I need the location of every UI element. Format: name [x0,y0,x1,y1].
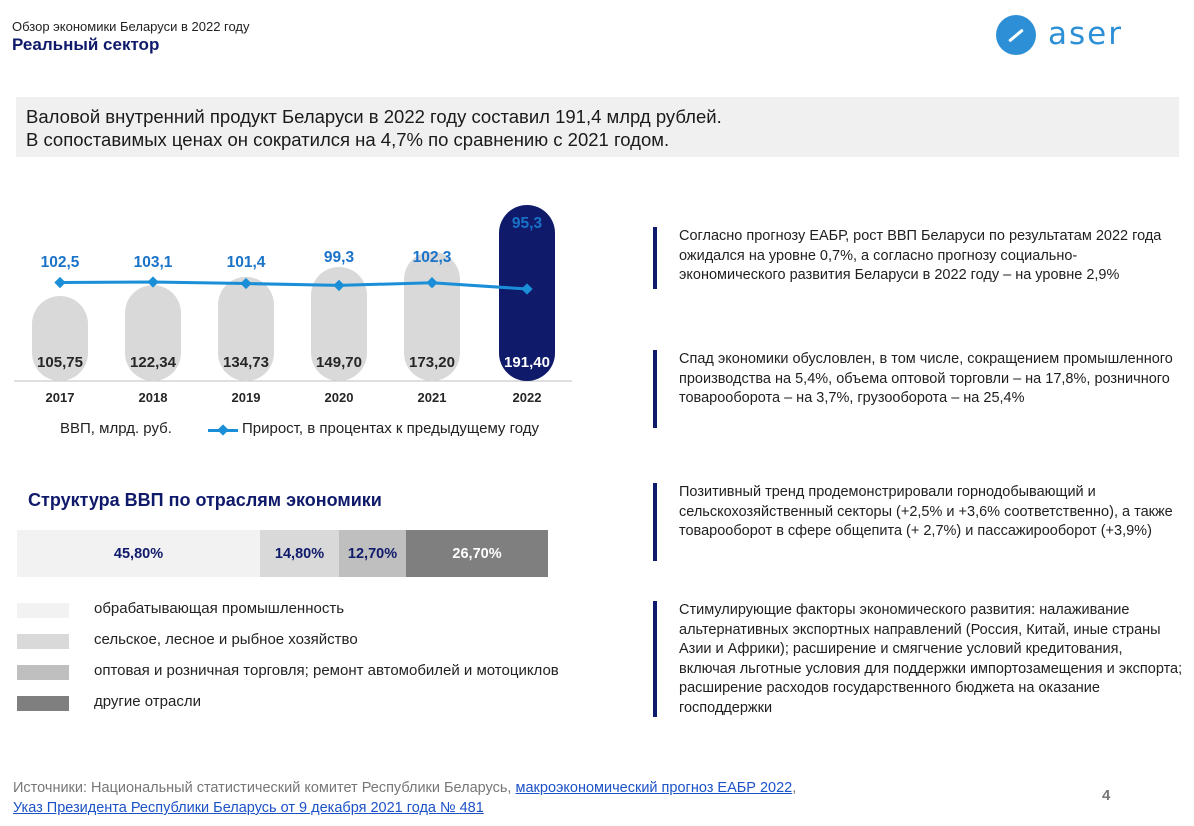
sector-legend-label: оптовая и розничная торговля; ремонт автомобилей и мотоциклов [94,662,559,679]
note-accent-bar [653,350,657,428]
aser-logo [996,14,1136,60]
structure-segment: 12,70% [339,530,406,577]
header-subtitle: Обзор экономики Беларуси в 2022 году [12,19,250,34]
note-text: Стимулирующие факторы экономического развития: налаживание альтернативных экспортных направлений (Россия, Китай, иные страны Азии и Африки); расширение и смягчение условий кредитования, включая льготные условия для поддержки импортозамещения и экспорта; расширение расходов государственного бюджета на оказание господдержки [679,602,1183,716]
note-text: Спад экономики обусловлен, в том числе, сокращением промышленного производства на 5,4%, объема оптовой торговли – на 17,8%, розничного товарооборота – на 3,7%, грузооборота – на 25,4% [679,351,1173,406]
sector-legend-item [17,662,617,682]
note-accent-bar [653,483,657,561]
growth-value-label: 95,3 [511,215,543,232]
banner-line-2: В сопоставимых ценах он сократился на 4,7% по сравнению с 2021 годом. [26,129,670,150]
sector-legend-swatch [17,634,69,649]
note-forecast [653,227,1183,286]
eabr-forecast-link[interactable]: макроэкономический прогноз ЕАБР 2022 [515,780,793,796]
presidential-decree-link[interactable]: Указ Президента Республики Беларусь от 9 декабря 2021 года № 481 [13,800,484,816]
note-accent-bar [653,601,657,717]
gdp-structure-bar [17,530,548,577]
sector-legend-swatch [17,696,69,711]
growth-value-label: 102,3 [412,249,452,266]
page-number: 4 [1102,787,1111,804]
growth-value-label: 103,1 [133,254,173,271]
legend-diamond-icon [217,424,228,435]
year-tick-label: 2021 [417,390,447,405]
year-tick-label: 2019 [231,390,261,405]
structure-segment: 26,70% [406,530,548,577]
summary-banner [16,97,1179,157]
note-accent-bar [653,227,657,289]
year-tick-label: 2018 [138,390,168,405]
growth-point [54,277,65,288]
structure-segment: 14,80% [260,530,339,577]
year-tick-label: 2017 [45,390,75,405]
page-title: Реальный сектор [12,35,160,54]
gdp-value-label: 149,70 [316,354,362,371]
year-tick-label: 2020 [324,390,354,405]
note-positive [653,483,1183,542]
note-stimulus [653,601,1183,718]
gdp-value-label: 122,34 [130,354,176,371]
banner-line-1: Валовой внутренний продукт Беларуси в 2022 году составил 191,4 млрд рублей. [26,106,722,127]
sector-legend-swatch [17,665,69,680]
gdp-value-label: 134,73 [223,354,269,371]
sector-legend-label: обрабатывающая промышленность [94,600,345,617]
logo-text: aser [1048,16,1123,52]
sector-legend-item [17,693,617,713]
note-decline [653,350,1183,409]
sources-footer [13,778,796,818]
year-tick-label: 2022 [512,390,542,405]
footer-sep: , [792,780,797,796]
gdp-value-label: 191,40 [504,354,550,371]
growth-value-label: 101,4 [226,254,266,271]
gdp-chart [0,195,600,420]
sector-legend-item [17,631,617,651]
growth-value-label: 102,5 [40,254,80,271]
sector-legend-label: другие отрасли [94,693,201,710]
note-text: Согласно прогнозу ЕАБР, рост ВВП Беларуси по результатам 2022 года ожидался на уровне 0,7%, а согласно прогнозу социально-экономического развития Беларуси в 2022 году – на уровне 2,9% [679,228,1162,283]
note-text: Позитивный тренд продемонстрировали горнодобывающий и сельскохозяйственный секторы (+2,5% и +3,6% соответственно), а также товарооборот в сфере общепита (+ 2,7%) и пассажирооборот (+3,9%) [679,484,1173,539]
structure-segment: 45,80% [17,530,260,577]
structure-chart-title: Структура ВВП по отраслям экономики [28,490,382,510]
legend-growth-label: Прирост, в процентах к предыдущему году [242,420,539,437]
sector-legend-swatch [17,603,69,618]
legend-gdp-label: ВВП, млрд. руб. [60,420,172,437]
legend-growth [208,420,539,437]
growth-value-label: 99,3 [323,249,355,266]
footer-prefix: Источники: Национальный статистический комитет Республики Беларусь, [13,780,516,796]
sector-legend-item [17,600,617,620]
gdp-value-label: 105,75 [37,354,83,371]
gdp-value-label: 173,20 [409,354,455,371]
aser-logo-icon [996,15,1036,55]
sector-legend-label: сельское, лесное и рыбное хозяйство [94,631,358,648]
